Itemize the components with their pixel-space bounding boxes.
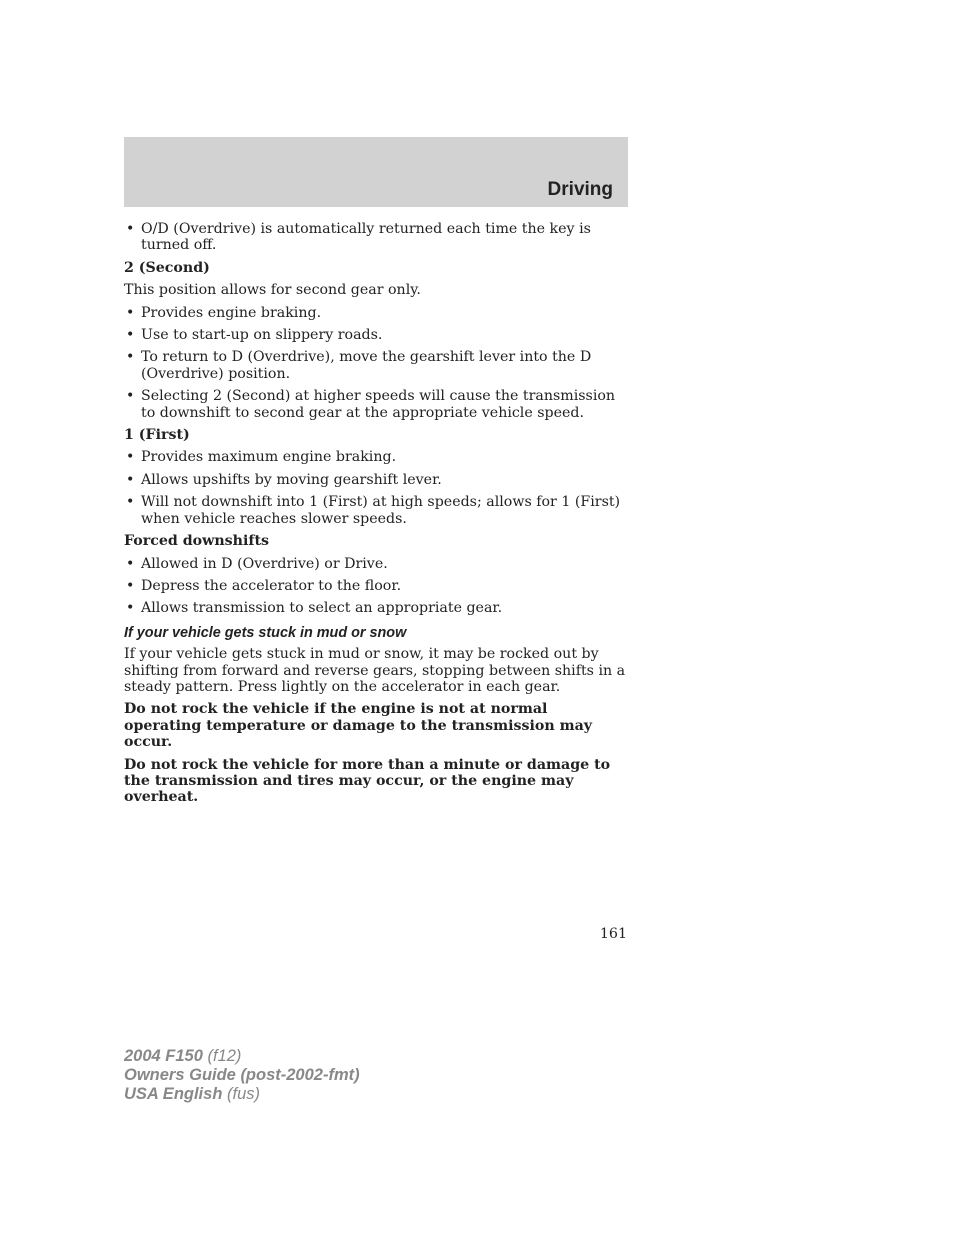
footer-line-language — [124, 1085, 360, 1104]
subheading-first: 1 (First) — [124, 427, 190, 444]
list-item — [124, 327, 628, 343]
bullet-icon: • — [126, 471, 135, 488]
list-item-text: Provides engine braking. — [141, 304, 322, 321]
paragraph-second-intro: This position allows for second gear only. — [124, 282, 421, 299]
bullet-icon: • — [126, 349, 135, 366]
footer-language-code: (fus) — [222, 1085, 260, 1103]
list-item-text: Allowed in D (Overdrive) or Drive. — [141, 555, 388, 572]
footer-model-code: (f12) — [202, 1047, 242, 1065]
bullet-list-first — [124, 449, 628, 527]
bullet-list-forced — [124, 556, 628, 617]
bullet-icon: • — [126, 600, 135, 617]
bullet-list-second — [124, 305, 628, 421]
document-footer — [124, 1047, 360, 1104]
subheading-forced-downshifts: Forced downshifts — [124, 533, 270, 550]
warning-text: Do not rock the vehicle for more than a minute or damage to the transmission and tires may occur, or the engine may overheat. — [124, 756, 611, 806]
list-item — [124, 578, 628, 594]
footer-language: USA English — [124, 1085, 223, 1103]
section-header-band — [124, 137, 628, 207]
footer-guide: Owners Guide (post-2002-fmt) — [124, 1066, 360, 1084]
bullet-icon: • — [126, 494, 135, 511]
bullet-icon: • — [126, 304, 135, 321]
bullet-icon: • — [126, 221, 135, 237]
bullet-icon: • — [126, 327, 135, 344]
list-item — [124, 221, 628, 254]
page-number: 161 — [599, 926, 627, 942]
list-item-text: Will not downshift into 1 (First) at high speeds; allows for 1 (First) when vehicle reaches slower speeds. — [141, 494, 621, 527]
list-item — [124, 600, 628, 616]
list-item-text: Allows upshifts by moving gearshift lever. — [141, 471, 442, 488]
footer-line-guide — [124, 1066, 360, 1085]
footer-line-model — [124, 1047, 360, 1066]
subheading-stuck-in-mud: If your vehicle gets stuck in mud or snow — [124, 624, 407, 641]
list-item-text: O/D (Overdrive) is automatically returned each time the key is turned off. — [141, 221, 591, 254]
subheading-second: 2 (Second) — [124, 259, 210, 276]
paragraph-stuck-body: If your vehicle gets stuck in mud or snow, it may be rocked out by shifting from forward and reverse gears, stopping between shifts in a steady pattern. Press lightly on the accelerator in each gear. — [124, 646, 626, 695]
list-item — [124, 305, 628, 321]
list-item-text: Allows transmission to select an appropriate gear. — [141, 600, 503, 617]
warning-text: Do not rock the vehicle if the engine is not at normal operating temperature or damage to the transmission may occur. — [124, 701, 593, 751]
list-item-text: Depress the accelerator to the floor. — [141, 577, 402, 594]
bullet-icon: • — [126, 577, 135, 594]
bullet-icon: • — [126, 555, 135, 572]
bullet-icon: • — [126, 449, 135, 466]
list-item — [124, 349, 628, 382]
list-item — [124, 494, 628, 527]
page-content — [124, 221, 628, 812]
bullet-icon: • — [126, 388, 135, 405]
list-item — [124, 472, 628, 488]
bullet-list-top — [124, 221, 628, 254]
list-item-text: Selecting 2 (Second) at higher speeds will cause the transmission to downshift to second gear at the appropriate vehicle speed. — [141, 388, 616, 421]
footer-model: 2004 F150 — [124, 1047, 203, 1065]
list-item — [124, 449, 628, 465]
list-item-text: Use to start-up on slippery roads. — [141, 327, 383, 344]
list-item-text: To return to D (Overdrive), move the gearshift lever into the D (Overdrive) position. — [141, 349, 592, 382]
list-item-text: Provides maximum engine braking. — [141, 449, 397, 466]
list-item — [124, 556, 628, 572]
section-title: Driving — [547, 179, 613, 200]
list-item — [124, 388, 628, 421]
